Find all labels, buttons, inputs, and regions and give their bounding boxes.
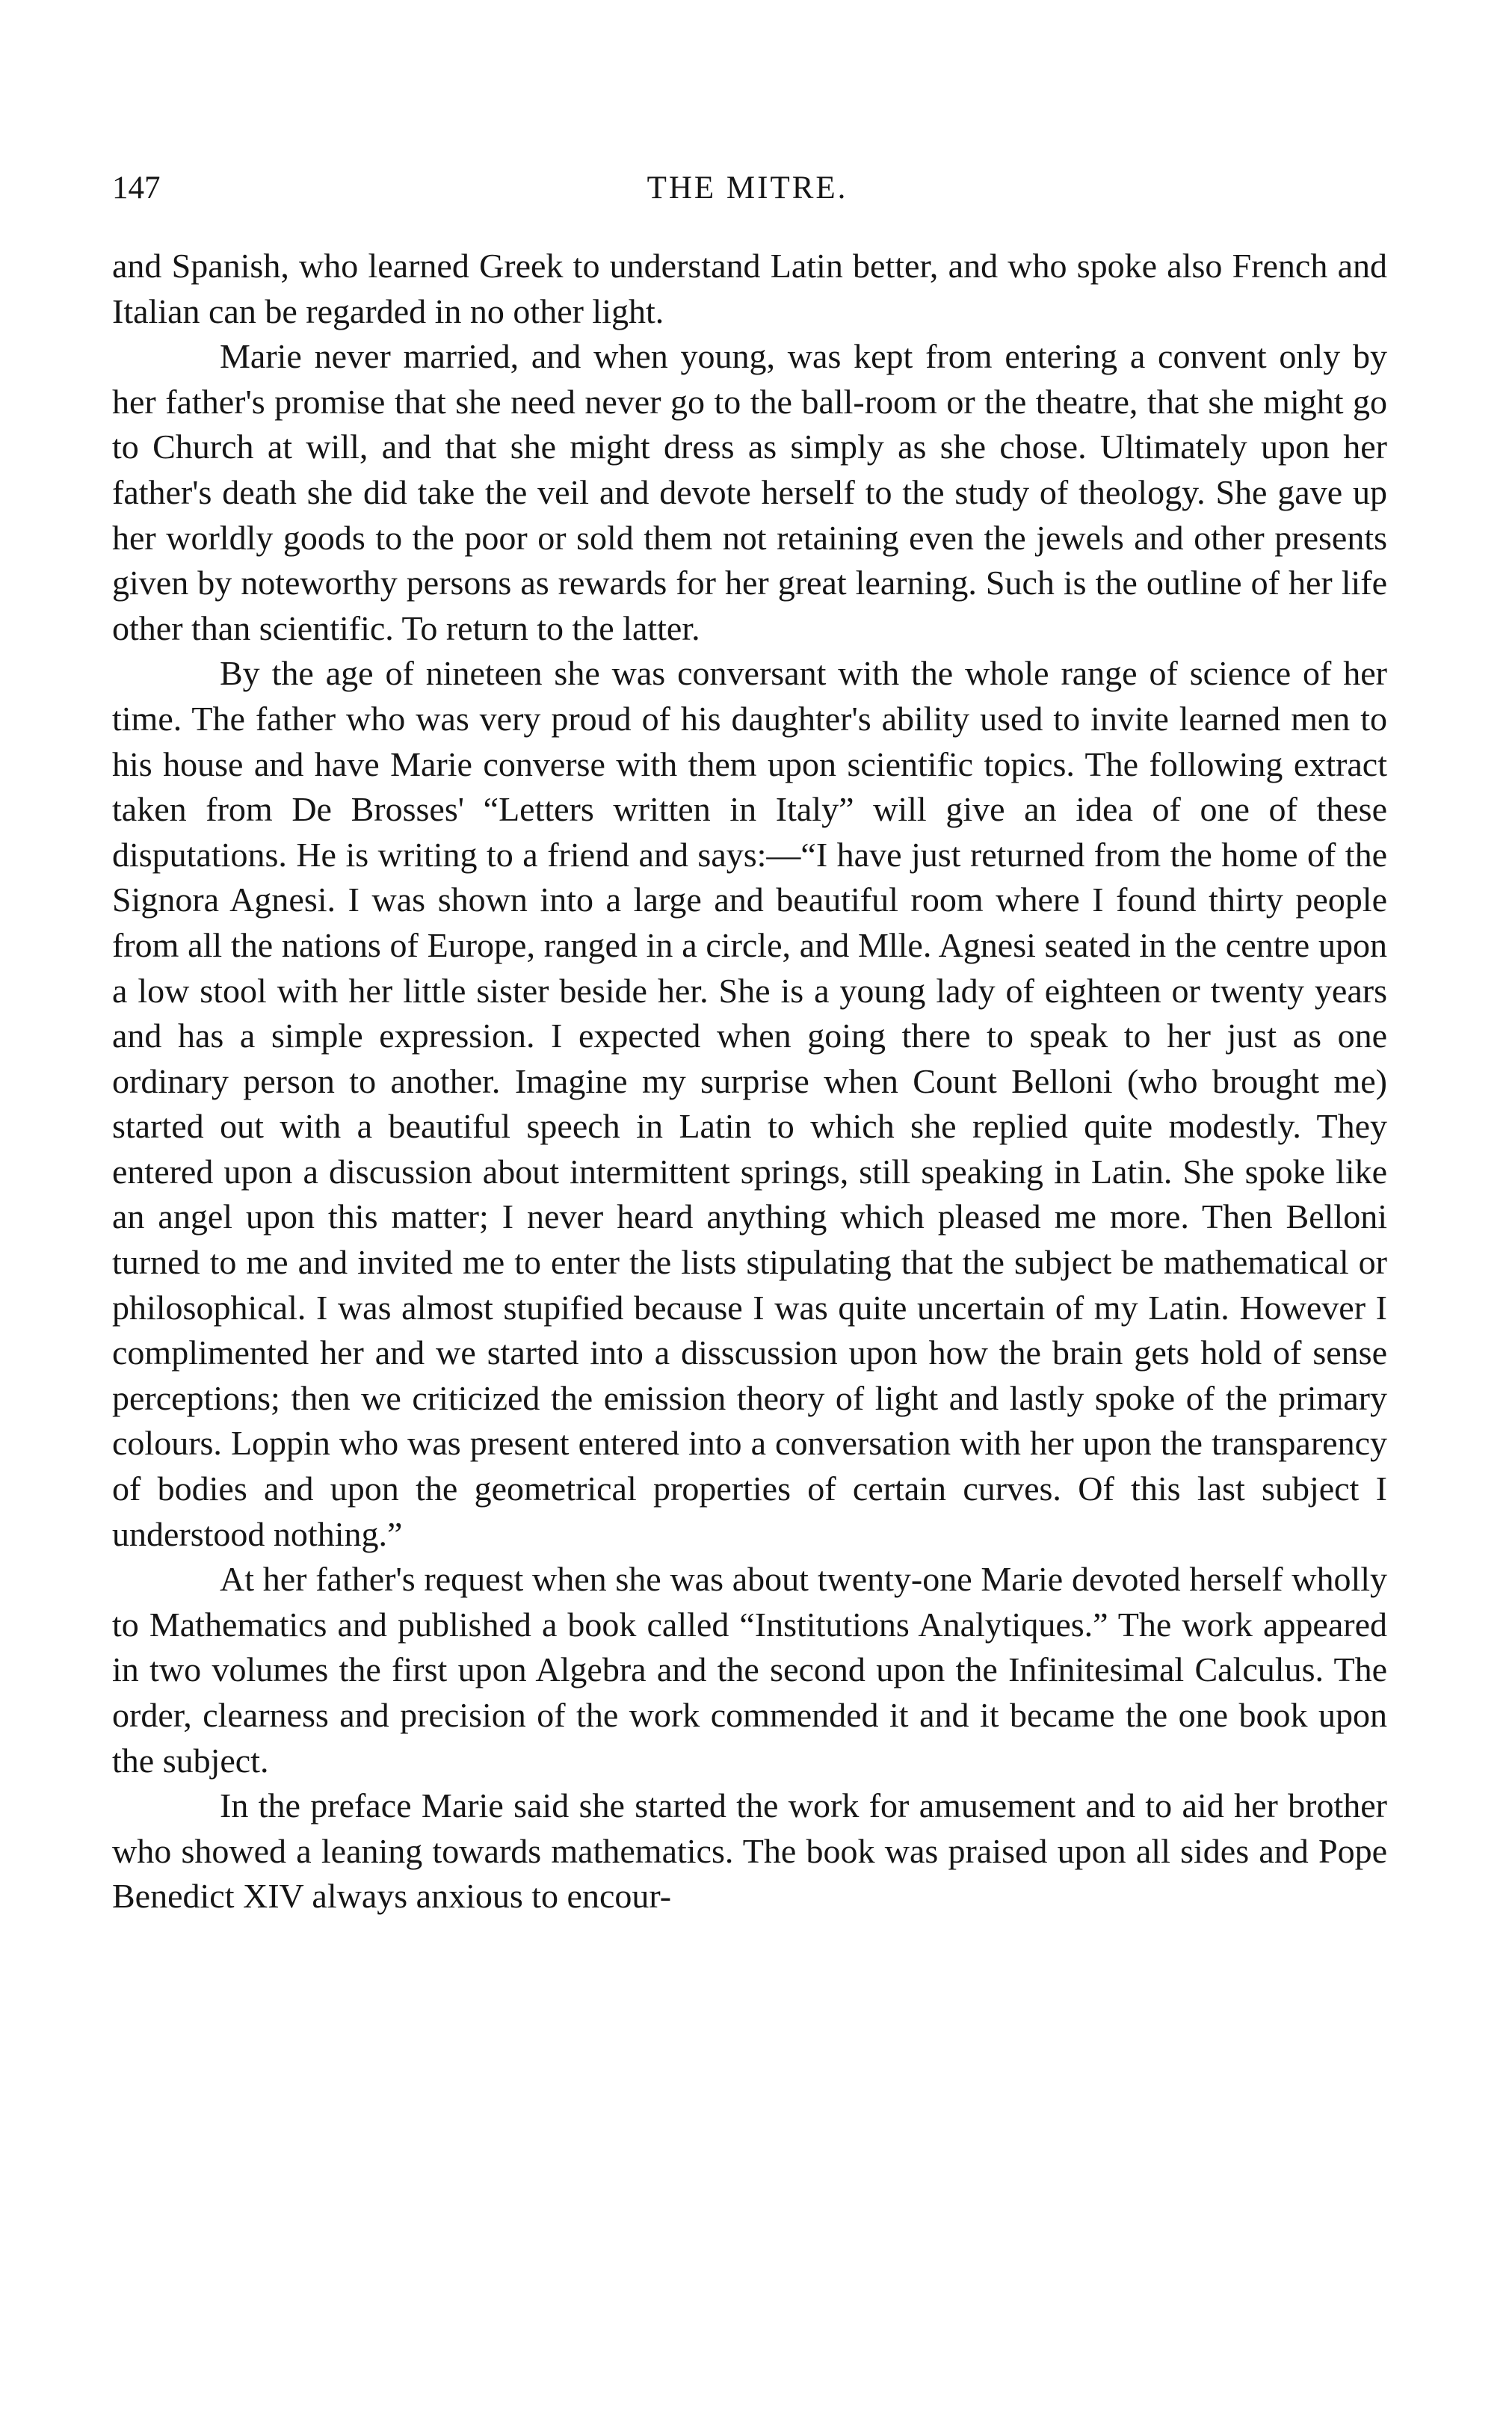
paragraph-de-brosses-letter: By the age of nineteen she was conversant with the whole range of science of her time. The father who was very proud of his daughter's ability used to invite learned men to his house and have Marie converse with them upon scientific topics. The following extract taken from De Brosses' “Letters written in Italy” will give an idea of one of these disputations. He is writing to a friend and says:—“I have just returned from the home of the Signora Agnesi. I was shown into a large and beautiful room where I found thirty people from all the nations of Europe, ranged in a circle, and Mlle. Agnesi seated in the centre upon a low stool with her little sister beside her. She is a young lady of eighteen or twenty years and has a simple expression. I expected when going there to speak to her just as one ordinary person to another. Imagine my surprise when Count Belloni (who brought me) started out with a beautiful speech in Latin to which she replied quite modestly. They entered upon a discussion about intermittent springs, still speaking in Latin. She spoke like an angel upon this matter; I never heard anything which pleased me more. Then Belloni turned to me and invited me to enter the lists stipulating that the subject be mathematical or philosophical. I was almost stupified because I was quite uncertain of my Latin. However I complimented her and we started into a disscussion upon how the brain gets hold of sense perceptions; then we criticized the emission theory of light and lastly spoke of the primary colours. Loppin who was present entered into a conversation with her upon the transparency of bodies and upon the geometrical properties of certain curves. Of this last subject I understood nothing.” bbox=[112, 654, 1387, 1553]
paragraph-preface: In the preface Marie said she started the work for amusement and to aid her brother who showed a leaning towards mathematics. The book was praised upon all sides and Pope Benedict XIV always anxious to encour- bbox=[112, 1786, 1387, 1916]
page-header bbox=[112, 166, 1383, 211]
page-number: 147 bbox=[112, 170, 161, 206]
running-title: THE MITRE. bbox=[647, 170, 848, 206]
paragraph-continuation: and Spanish, who learned Greek to understand Latin better, and who spoke also French and Italian can be regarded in no other light. bbox=[112, 247, 1387, 330]
paragraph-convent: Marie never married, and when young, was kept from entering a convent only by her father's promise that she need never go to the ball-room or the theatre, that she might go to Church at will, and that she might dress as simply as she chose. Ultimately upon her father's death she did take the veil and devote herself to the study of theology. She gave up her worldly goods to the poor or sold them not retaining even the jewels and other presents given by noteworthy persons as rewards for her great learning. Such is the outline of her life other than scientific. To return to the latter. bbox=[112, 337, 1387, 647]
paragraph-institutions-analytiques: At her father's request when she was about twenty-one Marie devoted herself wholly to Mathematics and published a book called “Institutions Analytiques.” The work appeared in two volumes the first upon Algebra and the second upon the Infinitesimal Calculus. The order, clearness and precision of the work commended it and it became the one book upon the subject. bbox=[112, 1560, 1387, 1780]
body-text bbox=[112, 244, 1387, 1919]
